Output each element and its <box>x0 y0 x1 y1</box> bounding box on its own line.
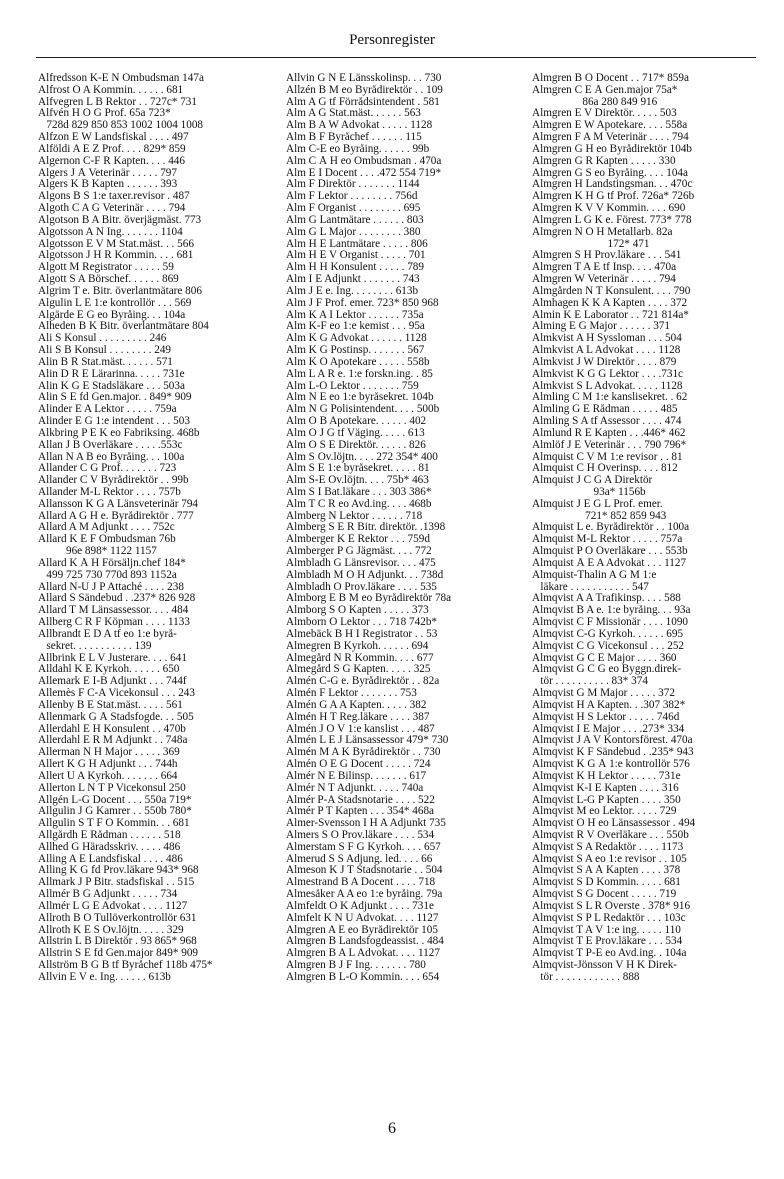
register-entry: Almborn O Lektor . . . 718 742b* <box>286 617 438 629</box>
register-entry: Almgren S H Prov.läkare . . . 541 <box>532 250 682 262</box>
register-entry: Ali S Konsul . . . . . . . . . 246 <box>38 333 167 345</box>
register-entry: Allard K Å H Försäljn.chef 184* <box>38 557 186 569</box>
register-entry: Alfredsson K-E N Ombudsman 147a <box>38 73 204 84</box>
register-entry: Almgren H Landstingsman. . . 470c <box>532 179 693 191</box>
register-entry: Allvin E V e. Ing. . . . . . 613b <box>38 971 171 983</box>
register-entry: Allgulin J G Kamrer . . 550b 780* <box>38 806 192 818</box>
register-entry: Almquist-Thalin A G M 1:e <box>532 569 657 581</box>
register-entry: Almgren G R Kapten . . . . . 330 <box>532 155 676 167</box>
register-entry: Almén G A A Kapten. . . . . 382 <box>286 699 427 711</box>
register-entry: Alm J F Prof. emer. 723* 850 968 <box>286 297 439 309</box>
register-entry: Almfeldt O K Adjunkt . . . . 731e <box>286 900 434 912</box>
register-entry: Almin K E Laborator . . 721 814a* <box>532 309 689 321</box>
register-entry: Almkvist S L Advokat. . . . . 1128 <box>532 380 683 392</box>
register-entry: Almgren N O H Metallarb. 82a <box>532 226 673 238</box>
register-entry: Almborg E B M eo Byrådirektör 78a <box>286 593 452 605</box>
register-entry: Allhed G Häradsskriv. . . . . 486 <box>38 841 181 853</box>
register-entry: 86a 280 849 916 <box>532 96 658 108</box>
register-entry: Almer-Svensson I H A Adjunkt 735 <box>286 818 446 830</box>
register-entry: Alm G Lantmätare . . . . . . 803 <box>286 214 424 226</box>
register-entry: Alm B A W Advokat . . . . . 1128 <box>286 120 433 132</box>
register-entry: Almlöf J E Veterinär . . . 790 796* <box>532 439 687 451</box>
register-entry: Alm O S E Direktör. . . . . . 826 <box>286 439 426 451</box>
register-entry: Almqvist S P L Redaktör . . . 103c <box>532 912 686 924</box>
register-entry: Almerstam S F G Kyrkoh. . . . 657 <box>286 841 441 853</box>
register-entry: Alling A E Landsfiskal . . . . 486 <box>38 853 183 865</box>
register-entry: Algers J Å Veterinär . . . . . 797 <box>38 167 177 179</box>
register-entry: Allerdahl E R M Adjunkt . . 748a <box>38 735 188 747</box>
register-entry: Almgren L G K e. Förest. 773* 778 <box>532 214 692 226</box>
register-entry: 728d 829 850 853 1002 1004 1008 <box>38 120 204 132</box>
register-entry: Almkvist A H Syssloman . . . 504 <box>532 333 682 345</box>
register-entry: Almén M A K Byrådirektör . . 730 <box>286 747 441 759</box>
register-entry: Almegren B Kyrkoh. . . . . . 694 <box>286 640 429 652</box>
register-entry: Alm N E eo 1:e byråsekret. 104b <box>286 392 434 404</box>
register-entry: Alm L A R e. 1:e forskn.ing. . 85 <box>286 368 433 380</box>
register-entry: Alm F Lektor . . . . . . . . 756d <box>286 191 418 203</box>
register-entry: Almgren E V Direktör. . . . . 503 <box>532 108 677 120</box>
register-entry: Allemès F C-A Vicekonsul . . . 243 <box>38 688 195 700</box>
register-entry: Almqvist A A Trafikinsp. . . . 588 <box>532 593 681 605</box>
register-entry: Ali S B Konsul . . . . . . . . 249 <box>38 345 172 357</box>
register-entry: 93a* 1156b <box>532 486 646 498</box>
register-entry: Almgren B Landsfogdeassist. . 484 <box>286 936 444 948</box>
register-entry: Almqvist J A V Kontorsförest. 470a <box>532 735 693 747</box>
register-entry: Almqvist I E Major . . . .273* 334 <box>532 723 685 735</box>
register-entry: Almén O E G Docent . . . . . 724 <box>286 759 431 771</box>
register-entry: Almling S A tf Assessor . . . . 474 <box>532 416 682 428</box>
register-entry: Alföldi A E Z Prof. . . . 829* 859 <box>38 143 186 155</box>
register-entry: Algotsson J H R Kommin. . . . 681 <box>38 250 194 262</box>
register-entry: Almfelt K N U Advokat. . . . 1127 <box>286 912 439 924</box>
register-entry: Allander C V Byrådirektör . . 99b <box>38 475 189 487</box>
register-entry: Almegård N R Kommin. . . . 677 <box>286 652 434 664</box>
register-entry: Almqvist T P-E eo Avd.ing. . 104a <box>532 948 687 960</box>
register-entry: Algotsson A N Ing. . . . . . . 1104 <box>38 226 183 238</box>
register-entry: Alm A G tf Förrådsintendent . 581 <box>286 96 440 108</box>
register-entry: Allenmark G Å Stadsfogde. . . 505 <box>38 711 194 723</box>
register-entry: Almgren K V V Kommin. . . . 690 <box>532 203 686 215</box>
register-entry: Allan J B Överläkare . . . . .553c <box>38 439 183 451</box>
register-entry: Alm O J G tf Väging. . . . . 613 <box>286 427 425 439</box>
register-entry: Almgren W Veterinär . . . . . 794 <box>532 274 676 286</box>
register-entry: Almqvist C F Missionär . . . . 1090 <box>532 617 689 629</box>
register-entry: Almling G E Rådman . . . . . 485 <box>532 404 678 416</box>
register-entry: Alin D R E Lärarinna. . . . . 731e <box>38 368 185 380</box>
register-entry: Almén L E J Länsassessor 479* 730 <box>286 735 449 747</box>
register-entry: Alldahl K E Kyrkoh. . . . . . 650 <box>38 664 180 676</box>
register-entry: Almquist C V M 1:e revisor . . 81 <box>532 451 683 463</box>
register-entry: Almqvist K-I E Kapten . . . . 316 <box>532 782 679 794</box>
register-entry: Almkvist A L Advokat . . . . 1128 <box>532 345 681 357</box>
register-entry: Alm S Öv.löjtn. . . . 272 354* 400 <box>286 451 438 463</box>
register-entry: Alling K G fd Prov.läkare 943* 968 <box>38 865 199 877</box>
register-entry: Almgren B L-O Kommin. . . . 654 <box>286 971 440 983</box>
register-entry: Almqvist H S Lektor . . . . . 746d <box>532 711 680 723</box>
register-column-3 <box>532 73 764 984</box>
register-entry: Allerman N H Major . . . . . 369 <box>38 747 180 759</box>
register-entry: Almér N E Bilinsp. . . . . . . 617 <box>286 770 427 782</box>
register-entry: Almqvist R V Överläkare . . . 550b <box>532 830 689 841</box>
register-entry: Alfzon E W Landsfiskal . . . . 497 <box>38 132 189 144</box>
register-entry: Almgren E W Apotekare. . . . 558a <box>532 120 688 132</box>
register-entry: Allert U A Kyrkoh. . . . . . . 664 <box>38 770 178 782</box>
register-entry: Alm O B Apotekare. . . . . . 402 <box>286 416 427 428</box>
register-entry: tör . . . . . . . . . . . . 888 <box>532 971 640 983</box>
register-entry: Alm A G Stat.mäst. . . . . . 563 <box>286 108 421 120</box>
register-entry: Algotson B A Bitr. överjägmäst. 773 <box>38 214 202 226</box>
register-entry: Almén J Ö V 1:e kanslist . . . 487 <box>286 723 435 735</box>
register-entry: Almqvist S G Docent . . . . . 719 <box>532 889 677 901</box>
register-entry: Alfrost O A Kommin. . . . . . 681 <box>38 84 184 96</box>
register-entry: Almqvist S D Kommin. . . . . 681 <box>532 877 681 889</box>
register-entry: Alm E I Docent . . . .472 554 719* <box>286 167 442 179</box>
register-entry: Allgårdh E Rådman . . . . . . 518 <box>38 830 181 841</box>
register-entry: Alheden B K Bitr. överlantmätare 804 <box>38 321 209 333</box>
register-entry: Algulin L E 1:e kontrollör . . . 569 <box>38 297 192 309</box>
register-entry: Almegård S G Kapten. . . . . 325 <box>286 664 431 676</box>
register-entry: Algernon C-F R Kapten. . . . 446 <box>38 155 185 167</box>
register-entry: Almqvist K F Sändebud . .235* 943 <box>532 747 694 759</box>
register-entry: Allard A M Adjunkt . . . . 752c <box>38 522 175 534</box>
register-entry: Almerud S S Adjung. led. . . . 66 <box>286 853 433 865</box>
register-entry: Allbrink E L V Justerare. . . . 641 <box>38 652 187 664</box>
register-entry: Allert K G H Adjunkt . . . 744h <box>38 759 178 771</box>
register-entry: Almlund R E Kapten . . .446* 462 <box>532 427 686 439</box>
register-entry: Almberger P G Jägmäst. . . . 772 <box>286 546 432 558</box>
register-entry: Allström B G B tf Byråchef 118b 475* <box>38 960 213 972</box>
register-entry: Almqvist O H eo Länsassessor . 494 <box>532 818 696 830</box>
register-entry: Allgén L-G Docent . . . 550a 719* <box>38 794 192 806</box>
register-entry: Alm K A I Lektor . . . . . . 735a <box>286 309 424 321</box>
register-entry: Allstrin L B Direktör . 93 865* 968 <box>38 936 197 948</box>
register-entry: tör . . . . . . . . . . 83* 374 <box>532 676 648 688</box>
register-entry: Almgren G H eo Byrådirektör 104b <box>532 143 693 155</box>
register-entry: Allard T M Länsassessor. . . . 484 <box>38 605 189 617</box>
register-entry: sekret. . . . . . . . . . . 139 <box>38 640 152 652</box>
register-entry: Algotsson E V M Stat.mäst. . . 566 <box>38 238 194 250</box>
register-entry: Almquist C H Överinsp. . . . 812 <box>532 463 678 475</box>
register-entry: Allard K E F Ombudsman 76b <box>38 534 176 546</box>
register-entry: Allerton L N T P Vicekonsul 250 <box>38 782 186 794</box>
register-entry: Algrim T e. Bitr. överlantmätare 806 <box>38 285 202 297</box>
register-entry: Alin B R Stat.mäst. . . . . . 571 <box>38 356 173 368</box>
register-entry: Alming E G Major . . . . . . 371 <box>532 321 670 333</box>
register-entry: Almqvist G C E Major . . . . 360 <box>532 652 677 664</box>
register-entry: Almestrand B A Docent . . . . 718 <box>286 877 436 889</box>
register-entry: läkare . . . . . . . . . . . 547 <box>532 581 649 593</box>
register-entry: Almquist J C G A Direktör <box>532 475 653 487</box>
register-entry: Almberger K E Rektor . . . 759d <box>286 534 430 546</box>
register-entry: Allard A G H e. Byrådirektör . 777 <box>38 510 194 522</box>
register-entry: Almberg N Lektor . . . . . . 718 <box>286 510 423 522</box>
register-entry: Almling C M 1:e kanslisekret. . 62 <box>532 392 688 404</box>
register-entry: Almquist J E G L Prof. emer. <box>532 498 663 510</box>
register-entry: Almers S O Prov.läkare . . . . 534 <box>286 830 435 841</box>
register-entry: Allstrin S E fd Gen.major 849* 909 <box>38 948 199 960</box>
register-entry: Almgren K H G tf Prof. 726a* 726b <box>532 191 695 203</box>
register-entry: Almén F Lektor . . . . . . . 753 <box>286 688 417 700</box>
register-entry: Alm T C R eo Avd.ing. . . . 468b <box>286 498 432 510</box>
register-entry: Almér P-A Stadsnotarie . . . . 522 <box>286 794 435 806</box>
register-entry: Allroth K E S Öv.löjtn. . . . . 329 <box>38 924 184 936</box>
register-entry: Alfvén H O G Prof. 65a 723* <box>38 108 171 120</box>
register-entry: Alm S I Bat.läkare . . . 303 386* <box>286 486 432 498</box>
register-entry: Alfvegren L B Rektor . . 727c* 731 <box>38 96 197 108</box>
register-entry: Alin S E fd Gen.major. . 849* 909 <box>38 392 192 404</box>
register-entry: Alm J E e. Ing. . . . . . . . 613b <box>286 285 419 297</box>
register-entry: Algärde E G eo Byråing. . . 104a <box>38 309 186 321</box>
register-entry: Alm H E V Organist . . . . . 701 <box>286 250 426 262</box>
register-entry: Allard N-U J P Attaché . . . . 238 <box>38 581 184 593</box>
register-entry: Algons B S 1:e taxer.revisor . 487 <box>38 191 190 203</box>
register-entry: Alm S E 1:e byråsekret. . . . . 81 <box>286 463 430 475</box>
register-entry: Allvin G N E Länsskolinsp. . . 730 <box>286 73 442 84</box>
register-entry: Alm C Å H eo Ombudsman . 470a <box>286 155 442 167</box>
register-entry: Allard S Sändebud . .237* 826 928 <box>38 593 196 605</box>
page-title: Personregister <box>349 32 435 48</box>
register-entry: Almqvist K H Lektor . . . . . 731e <box>532 770 681 782</box>
register-entry: Almén C-G e. Byrådirektör . . 82a <box>286 676 440 688</box>
register-entry: 721* 852 859 943 <box>532 510 667 522</box>
register-entry: Almqvist K G Å 1:e kontrollör 576 <box>532 759 690 771</box>
register-entry: Allgulin S T F O Kommin. . . 681 <box>38 818 190 830</box>
register-entry: Almgren G S eo Byråing. . . . 104a <box>532 167 688 179</box>
register-entry: Allander C G Prof. . . . . . . 723 <box>38 463 177 475</box>
register-entry: Allmér B G Adjunkt . . . . . 734 <box>38 889 178 901</box>
register-entry: Algers K B Kapten . . . . . . 393 <box>38 179 178 191</box>
register-entry: Almqvist-Jönsson V H K Direk- <box>532 960 678 972</box>
register-entry: Almesåker A A eo 1:e byråing. 79a <box>286 889 443 901</box>
register-entry: Almhagen K K A Kapten . . . . 372 <box>532 297 688 309</box>
register-entry: Alm K G Postinsp. . . . . . . 567 <box>286 345 425 357</box>
register-entry: Almqvist C-G Kyrkoh. . . . . . 695 <box>532 628 684 640</box>
register-entry: Alm C-E eo Byråing. . . . . . 99b <box>286 143 430 155</box>
register-entry: Allroth B O Tullöverkontrollör 631 <box>38 912 197 924</box>
register-entry: Alm S-E Öv.löjtn. . . . 75b* 463 <box>286 475 429 487</box>
register-entry: Almqvist G C G eo Byggn.direk- <box>532 664 682 676</box>
register-entry: Almbladh M O H Adjunkt. . . 738d <box>286 569 444 581</box>
register-entry: Alm H H Konsulent . . . . . 789 <box>286 262 424 274</box>
register-entry: Almén H T Reg.läkare . . . . 387 <box>286 711 430 723</box>
register-entry: Almbladh O Prov.läkare . . . . 535 <box>286 581 437 593</box>
register-entry: Almqvist B A e. 1:e byråing. . . 93a <box>532 605 691 617</box>
register-entry: 96e 898* 1122 1157 <box>38 546 157 558</box>
register-entry: Algoth C A G Veterinär . . . . 794 <box>38 203 186 215</box>
register-entry: Almqvist S A Å Kapten . . . . 378 <box>532 865 681 877</box>
register-entry: Almberg S E R Bitr. direktör. .1398 <box>286 522 446 534</box>
register-entry: Alm N G Polisintendent. . . . 500b <box>286 404 440 416</box>
register-entry: Alm K G Advokat . . . . . . 1128 <box>286 333 427 345</box>
register-entry: Allberg C R F Köpman . . . . 1133 <box>38 617 190 629</box>
register-entry: Allerdahl E H Konsulent . . 470b <box>38 723 186 735</box>
register-entry: Alm F Direktör . . . . . . . 1144 <box>286 179 420 191</box>
register-entry: Allan N A B eo Byråing. . . 100a <box>38 451 185 463</box>
register-entry: Almgren A E eo Byrådirektör 105 <box>286 924 438 936</box>
register-entry: Alinder E A Lektor . . . . . 759a <box>38 404 177 416</box>
register-entry: Almér N T Adjunkt. . . . . 740a <box>286 782 424 794</box>
register-entry: Alm G L Major . . . . . . . . 380 <box>286 226 421 238</box>
register-entry: Allander M-L Rektor . . . . 757b <box>38 486 181 498</box>
register-entry: 499 725 730 770d 893 1152a <box>38 569 177 581</box>
register-entry: Almkvist J W Direktör . . . . 879 <box>532 356 677 368</box>
register-entry: Almqvist S A Redaktör . . . . 1173 <box>532 841 684 853</box>
register-entry: Allansson K G A Länsveterinär 794 <box>38 498 199 510</box>
register-entry: Almgren B J F Ing. . . . . . . 780 <box>286 960 426 972</box>
register-entry: Alm F Organist . . . . . . . . 695 <box>286 203 421 215</box>
register-entry: Almgren C E Å Gen.major 75a* <box>532 84 678 96</box>
register-entry: Almquist Å E A Advokat . . . 1127 <box>532 557 687 569</box>
register-column-2 <box>286 73 520 984</box>
register-entry: Alm I E Adjunkt . . . . . . . 743 <box>286 274 420 286</box>
register-entry: Almgren B O Docent . . 717* 859a <box>532 73 689 84</box>
register-entry: Allmark J P Bitr. stadsfiskal . . 515 <box>38 877 195 889</box>
register-entry: Almquist M-L Rektor . . . . . 757a <box>532 534 683 546</box>
register-entry: Almqvist S A eo 1:e revisor . . 105 <box>532 853 687 865</box>
register-entry: Almbladh G Länsrevisor. . . . 475 <box>286 557 436 569</box>
register-entry: Almeson K J T Stadsnotarie . . 504 <box>286 865 443 877</box>
register-entry: Almquist L e. Byrådirektör . . 100a <box>532 522 690 534</box>
page-number: 6 <box>388 1120 396 1137</box>
register-entry: Almqvist G M Major . . . . . 372 <box>532 688 675 700</box>
register-entry: Almkvist K G G Lektor . . . .731c <box>532 368 684 380</box>
register-entry: Alm K O Apotekare . . . . . 558b <box>286 356 430 368</box>
register-entry: Almqvist H A Kapten. . .307 382* <box>532 699 686 711</box>
register-entry: Almebäck B H I Registrator . . 53 <box>286 628 438 640</box>
register-entry: Alm B F Byråchef . . . . . . 115 <box>286 132 422 144</box>
register-entry: Almér P T Kapten . . . 354* 468a <box>286 806 435 818</box>
register-entry: Almborg S O Kapten . . . . . 373 <box>286 605 429 617</box>
register-entry: Allemark E I-B Adjunkt . . . 744f <box>38 676 187 688</box>
register-entry: Almgren T A E tf Insp. . . . 470a <box>532 262 677 274</box>
register-entry: Almqvist L-G P Kapten . . . . 350 <box>532 794 681 806</box>
header-rule <box>36 57 756 58</box>
register-entry: Alkbring P E K eo Fabriksing. 468b <box>38 427 200 439</box>
register-entry: Algott M Registrator . . . . . 59 <box>38 262 174 274</box>
register-entry: Allbrandt E D A tf eo 1:e byrå- <box>38 628 177 640</box>
register-entry: Almqvist S L R Överste . 378* 916 <box>532 900 691 912</box>
register-entry: Almgården N T Konsulent. . . . 790 <box>532 285 691 297</box>
register-entry: Alinder E G 1:e intendent . . . 503 <box>38 416 190 428</box>
register-entry: Almgren F A M Veterinär . . . . 794 <box>532 132 689 144</box>
register-entry: Almquist P O Överläkare . . . 553b <box>532 546 688 558</box>
register-entry: Alm H E Lantmätare . . . . . 806 <box>286 238 428 250</box>
register-entry: Allenby B E Stat.mäst. . . . . 561 <box>38 699 183 711</box>
register-entry: Almqvist T A V 1:e ing. . . . . 110 <box>532 924 681 936</box>
register-entry: Almqvist T E Prov.läkare . . . 534 <box>532 936 683 948</box>
register-entry: Almgren B A L Advokat. . . . 1127 <box>286 948 440 960</box>
register-entry: Allzén B M eo Byrådirektör . . 109 <box>286 84 443 96</box>
register-column-1 <box>38 73 274 984</box>
register-entry: Algott S A Börschef. . . . . . 869 <box>38 274 179 286</box>
register-entry: Almqvist M eo Lektor. . . . . 729 <box>532 806 677 818</box>
register-entry: Allmér L G E Advokat . . . . 1127 <box>38 900 188 912</box>
register-entry: 172* 471 <box>532 238 650 250</box>
register-entry: Almqvist C G Vicekonsul . . . 252 <box>532 640 685 652</box>
register-entry: Alin K G E Stadsläkare . . . 503a <box>38 380 185 392</box>
register-entry: Alm L-O Lektor . . . . . . . 759 <box>286 380 419 392</box>
register-entry: Alm K-F eo 1:e kemist . . . 95a <box>286 321 425 333</box>
